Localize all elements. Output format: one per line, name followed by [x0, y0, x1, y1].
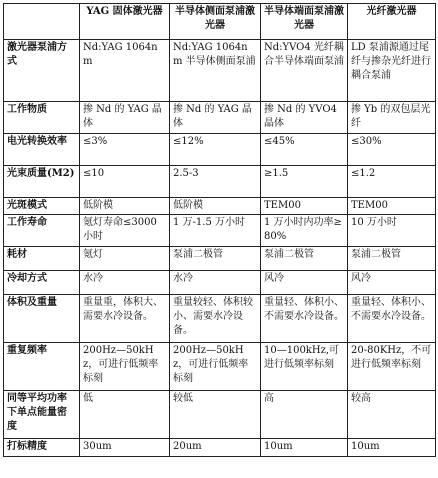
table-cell: 20-80KHz，不可进行低频率标刻: [348, 343, 436, 391]
table-row: [4, 102, 436, 134]
table-cell: TEM00: [261, 198, 348, 215]
table-cell: 泵浦二极管: [348, 247, 436, 271]
table-row: [4, 198, 436, 215]
row-label: 耗材: [4, 247, 80, 271]
table-cell: 20um: [170, 439, 261, 457]
table-cell: 高: [261, 391, 348, 439]
table-cell: 掺 Nd 的 YVO4 晶体: [261, 102, 348, 134]
table-cell: 低: [80, 391, 170, 439]
row-label: 打标精度: [4, 439, 80, 457]
table-cell: 掺 Nd 的 YAG 晶体: [80, 102, 170, 134]
table-cell: 2.5-3: [170, 166, 261, 198]
table-cell: 水冷: [170, 271, 261, 295]
table-row: [4, 271, 436, 295]
table-cell: 1 万-1.5 万小时: [170, 215, 261, 247]
table-row: [4, 215, 436, 247]
table-cell: 1 万小时内功率≥80%: [261, 215, 348, 247]
row-label: 光束质量(M2): [4, 166, 80, 198]
header-cell-corner: [4, 4, 80, 40]
header-cell-yag: YAG 固体激光器: [80, 4, 170, 40]
row-label: 光斑模式: [4, 198, 80, 215]
row-label: 激光器泵浦方式: [4, 40, 80, 102]
table-row: [4, 40, 436, 102]
table-row: [4, 166, 436, 198]
row-label: 重复频率: [4, 343, 80, 391]
table-cell: ≥1.5: [261, 166, 348, 198]
table-header-row: [4, 4, 436, 40]
table-row: [4, 134, 436, 166]
table-row: [4, 247, 436, 271]
table-cell: 掺 Yb 的双包层光纤: [348, 102, 436, 134]
table-cell: 重量较轻、体积较小、需要水冷设备。: [170, 295, 261, 343]
table-cell: 10um: [348, 439, 436, 457]
table-cell: 水冷: [80, 271, 170, 295]
table-cell: TEM00: [348, 198, 436, 215]
row-label: 电光转换效率: [4, 134, 80, 166]
table-cell: ≤3%: [80, 134, 170, 166]
table-cell: ≤45%: [261, 134, 348, 166]
header-cell-side-pumped: 半导体侧面泵浦激光器: [170, 4, 261, 40]
table-cell: 较低: [170, 391, 261, 439]
table-cell: ≤10: [80, 166, 170, 198]
table-cell: 氪灯寿命≤3000 小时: [80, 215, 170, 247]
table-cell: 重量轻、体积小、不需要水冷设备。: [348, 295, 436, 343]
row-label: 体积及重量: [4, 295, 80, 343]
table-cell: 风冷: [348, 271, 436, 295]
table-cell: 重量轻、体积小、不需要水冷设备。: [261, 295, 348, 343]
table-cell: 泵浦二极管: [261, 247, 348, 271]
table-cell: 10 万小时: [348, 215, 436, 247]
table-cell: 30um: [80, 439, 170, 457]
table-cell: 10—100kHz,可进行低频率标刻: [261, 343, 348, 391]
header-cell-end-pumped: 半导体端面泵浦激光器: [261, 4, 348, 40]
row-label: 工作寿命: [4, 215, 80, 247]
table-cell: 泵浦二极管: [170, 247, 261, 271]
table-cell: 低阶模: [80, 198, 170, 215]
row-label: 同等平均功率下单点能量密度: [4, 391, 80, 439]
table-cell: ≤12%: [170, 134, 261, 166]
table-cell: Nd:YAG 1064nm 半导体侧面泵浦: [170, 40, 261, 102]
table-row: [4, 295, 436, 343]
table-cell: Nd:YAG 1064nm: [80, 40, 170, 102]
table-cell: 10um: [261, 439, 348, 457]
table-cell: ≤30%: [348, 134, 436, 166]
table-cell: 200Hz—50kHz，可进行低频率标刻: [80, 343, 170, 391]
table-row: [4, 439, 436, 457]
table-row: [4, 391, 436, 439]
table-cell: LD 泵浦源通过尾纤与掺杂光纤进行耦合泵浦: [348, 40, 436, 102]
table-cell: 低阶模: [170, 198, 261, 215]
table-cell: 掺 Nd 的 YAG 晶体: [170, 102, 261, 134]
table-cell: 较高: [348, 391, 436, 439]
table-cell: 200Hz—50kHz，可进行低频率标刻: [170, 343, 261, 391]
laser-comparison-table: [3, 3, 436, 457]
table-cell: 风冷: [261, 271, 348, 295]
row-label: 工作物质: [4, 102, 80, 134]
table-row: [4, 343, 436, 391]
row-label: 冷却方式: [4, 271, 80, 295]
table-cell: Nd:YVO4 光纤耦合半导体端面泵浦: [261, 40, 348, 102]
table-cell: 氪灯: [80, 247, 170, 271]
table-cell: ≤1.2: [348, 166, 436, 198]
header-cell-fiber: 光纤激光器: [348, 4, 436, 40]
table-cell: 重量重，体积大、需要水冷设备。: [80, 295, 170, 343]
